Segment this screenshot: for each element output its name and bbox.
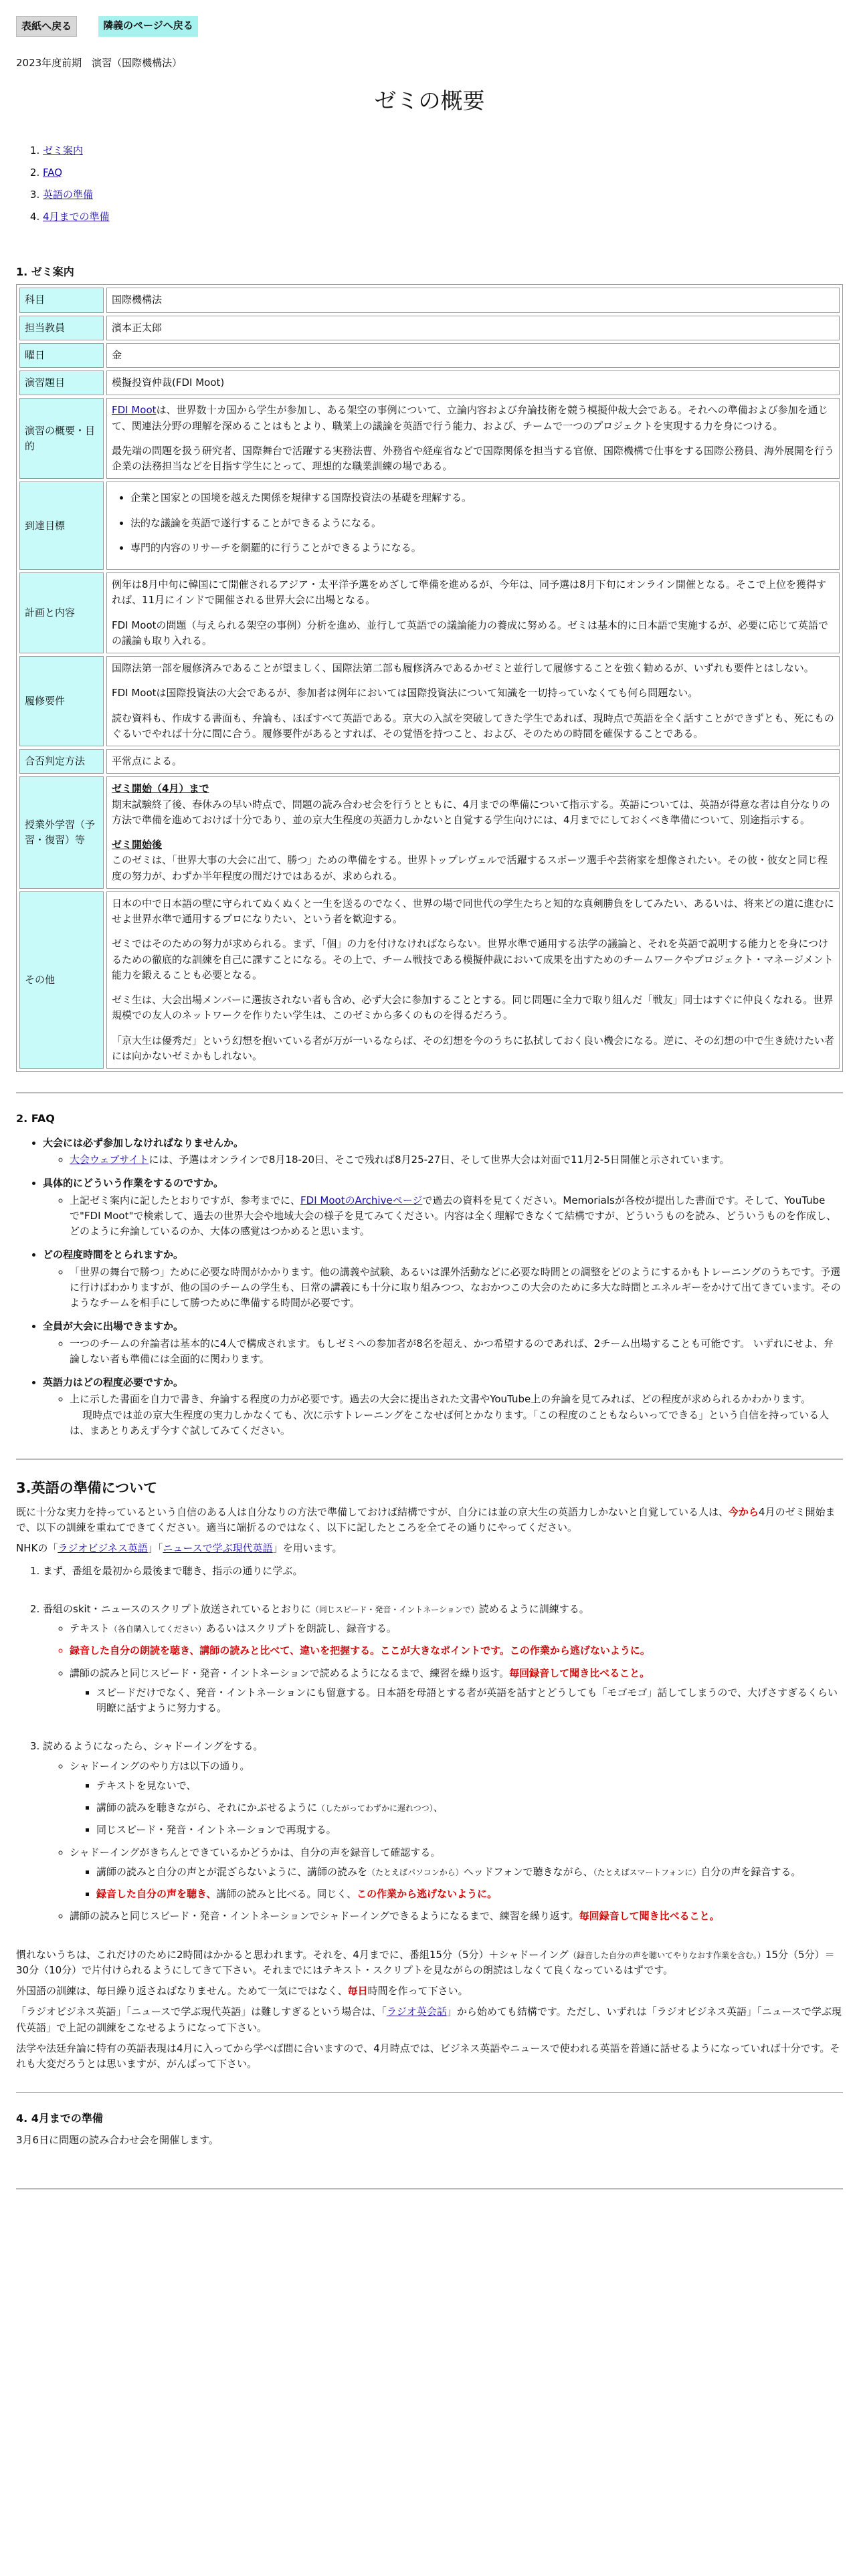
faq-question: 具体的にどういう作業をするのですか。 bbox=[43, 1177, 224, 1190]
row-value bbox=[106, 398, 840, 479]
faq-answer-text-2: 現時点では並の京大生程度の実力しかなくても、次に示すトレーニングをこなせば何とかなります。「この程度のこともならいってできる」という自信を持っている人は、まあとりあえず今すぐ試してみてください。 bbox=[70, 1408, 830, 1436]
row-value: 濱本正太郎 bbox=[106, 316, 840, 340]
prep-text-2: このゼミは、「世界大事の大会に出て、勝つ」ための準備をする。世界トップレヴェルで活躍するスポーツ選手や芸術家を想像されたい。その彼・彼女と同じ程度の努力が、わずか半年程度の間だけではあるが、求められる。 bbox=[112, 854, 828, 882]
radio-eikaiwa-link[interactable]: ラジオ英会話 bbox=[386, 2006, 447, 2018]
faq-answer-text: 上に示した書面を自力で書き、弁論する程度の力が必要です。過去の大会に提出された文書やYouTube上の弁論を見てみれば、どの程度が求められるかわかります。 bbox=[70, 1393, 812, 1406]
list-item: ▪ 同じスピード・発音・イントネーションで再現する。 bbox=[96, 1822, 843, 1838]
row-key: 演習の概要・目的 bbox=[19, 398, 104, 479]
row-key: 曜日 bbox=[19, 343, 104, 368]
prep-subheading-2: ゼミ開始後 bbox=[112, 839, 163, 851]
row-key: 合否判定方法 bbox=[19, 749, 104, 774]
section-heading-faq: 2. FAQ bbox=[16, 1112, 55, 1125]
prep-text: 期末試験終了後、春休みの早い時点で、問題の読み合わせ会を行うとともに、4月までの準備について指示する。英語については、英語が得意な者は自分なりの方法で準備を進めておけば十分であり、並の京大生程度の英語力しかないと自覚する学生向けには、4月までにしておくべき準備について、別途指示する。 bbox=[112, 798, 830, 826]
row-value bbox=[106, 572, 840, 653]
course-label: 2023年度前期 演習（国際機構法） bbox=[16, 57, 183, 70]
table-row bbox=[19, 398, 840, 479]
seminar-info-table bbox=[16, 284, 843, 1072]
faq-answer bbox=[70, 1392, 843, 1438]
list-item: ◦ 録音した自分の朗読を聴き、講師の読みと比べて、違いを把握する。ここが大きなポイントです。この作業から逃げないように。 bbox=[70, 1643, 843, 1658]
row-key: 計画と内容 bbox=[19, 572, 104, 653]
table-row bbox=[19, 343, 840, 368]
divider bbox=[16, 1092, 843, 1093]
row-value: 模擬投資仲裁(FDI Moot) bbox=[106, 370, 840, 395]
faq-item bbox=[43, 1136, 843, 1168]
divider bbox=[16, 1459, 843, 1460]
toc-link-seminar[interactable]: ゼミ案内 bbox=[43, 144, 84, 156]
tournament-website-link[interactable]: 大会ウェブサイト bbox=[70, 1154, 149, 1166]
faq-answer bbox=[70, 1193, 843, 1240]
faq-item bbox=[43, 1319, 843, 1367]
list-item: ▪ スピードだけでなく、発音・イントネーションにも留意する。日本語を母語とする者が英語を話すとどうしても「モゴモゴ」話してしまうので、大げさすぎるくらい明瞭に話すように努力する。 bbox=[96, 1685, 843, 1717]
closing-note: 法学や法廷弁論に特有の英語表現は4月に入ってから学べば間に合いますので、4月時点では、ビジネス英語やニュースで使われる英語を普通に話せるようになっていれば十分です。それも大変だろうとは思いますが、がんばって下さい。 bbox=[16, 2042, 840, 2070]
divider bbox=[16, 2092, 843, 2093]
radio-business-english-link[interactable]: ラジオビジネス英語 bbox=[58, 1542, 148, 1555]
news-english-link[interactable]: ニュースで学ぶ現代英語 bbox=[163, 1542, 273, 1555]
faq-answer-text: で過去の資料を見てください。Memorialsが各校が提出した書面です。そして、YouTubeで"FDI Moot"で検索して、過去の世界大会や地域大会の様子を見てみてください。内容は全く理解できなくて結構ですが、どういうものを読み、どういうものを作成し、どのように弁論しているのか、大体の感覚はつかめると思います。 bbox=[70, 1194, 836, 1238]
alternative-note: 「ラジオビジネス英語」「ニュースで学ぶ現代英語」は難しすぎるという場合は、「ラジオ英会話」から始めても結構です。ただし、いずれは「ラジオビジネス英語」「ニュースで学ぶ現代英語」で上記の訓練をこなせるようになって下さい。 bbox=[16, 2006, 842, 2034]
section-heading-english: 3.英語の準備について bbox=[16, 1480, 158, 1497]
faq-list bbox=[16, 1136, 843, 1438]
list-item: 2. 番組のskit・ニュースのスクリプト放送されているとおりに（同じスピード・発音・イントネーションで）読めるように訓練する。 ◦ テキスト（各自購入してください）あるいはスクリプトを朗読し、録音する。 ◦ 録音した自分の朗読を聴き、講師の読みと比べて、違いを把握する。ここが大きなポイントです。この作業から逃げないように。 ◦ 講師の読みと同じスピード・発音・イントネーションで読めるようになるまで、練習を繰り返す。毎回録音して聞き比べること。 ▪ スピードだけでなく、発音・イントネーションにも留意する。日本語を母語とする者が英語を話すとどうしても「モゴモゴ」話してしまうので、大げさすぎるくらい明瞭に話すように努力する。 bbox=[43, 1602, 843, 1717]
table-row bbox=[19, 370, 840, 395]
row-value: 国際機構法 bbox=[106, 288, 840, 312]
row-value bbox=[106, 656, 840, 746]
list-item: ▪ 講師の読みと自分の声とが混ざらないように、講師の読みを（たとえばパソコンから）ヘッドフォンで聴きながら、（たとえばスマートフォンに）自分の声を録音する。 bbox=[96, 1864, 843, 1880]
list-item: • 専門的内容のリサーチを網羅的に行うことができるようになる。 bbox=[130, 540, 834, 556]
overview-text-2: 最先端の問題を扱う研究者、国際舞台で活躍する実務法曹、外務省や経産省などで国際関係を担当する官僚、国際機構で仕事をする国際公務員、海外展開を行う企業の法務担当などを目指す学生にとって、理想的な職業訓練の場である。 bbox=[112, 444, 835, 473]
nhk-programs: NHKの「ラジオビジネス英語」「ニュースで学ぶ現代英語」を用います。 bbox=[16, 1542, 343, 1555]
back-to-cover-button[interactable]: 表紙へ戻る bbox=[16, 16, 77, 37]
table-row bbox=[19, 749, 840, 774]
faq-item bbox=[43, 1375, 843, 1438]
table-row bbox=[19, 891, 840, 1069]
row-value: 金 bbox=[106, 343, 840, 368]
daily-note: 外国語の訓練は、毎日繰り返さねばなりません。ためて一気にではなく、毎日時間を作って下さい。 bbox=[16, 1985, 468, 1998]
row-key: 履修要件 bbox=[19, 656, 104, 746]
april-text: 3月6日に問題の読み合わせ会を開催します。 bbox=[16, 2134, 219, 2147]
row-key: 到達目標 bbox=[19, 481, 104, 570]
fdi-archive-link[interactable]: FDI MootのArchiveページ bbox=[300, 1194, 423, 1206]
other-text-2: ゼミではそのための努力が求められる。まず、「個」の力を付けなければならない。世界水準で通用する法学の議論と、それを英語で説明する能力とを身につけるための徹底的な訓練を自己に課すことになる。その上で、チーム戦技である模擬仲裁において成果を出すためのチームワークやプロジェクト・マネージメント能力を鍛えることも必要となる。 bbox=[112, 938, 834, 981]
list-item: 1. まず、番組を最初から最後まで聴き、指示の通りに学ぶ。 bbox=[43, 1564, 843, 1579]
faq-item bbox=[43, 1247, 843, 1311]
time-note: 慣れないうちは、これだけのために2時間はかかると思われます。それを、4月までに、番組15分（5分）＋シャドーイング（録音した自分の声を聴いてやりなおす作業を含む。）15分（5分）＝30分（10分）で片付けられるようにしてきて下さい。それまでにはテキスト・スクリプトを見ながらの朗読はしなくて良くなっているはずです。 bbox=[16, 1948, 835, 1976]
list-item: • 法的な議論を英語で遂行することができるようになる。 bbox=[130, 516, 834, 531]
list-item: 3. 読めるようになったら、シャドーイングをする。 ◦ シャドーイングのやり方は以下の通り。 ▪ テキストを見ないで、 ▪ 講師の読みを聴きながら、それにかぶせるように（したがってわずかに遅れつつ）、 ▪ 同じスピード・発音・イントネーションで再現する。 ◦ シャドーイングがきちんとできているかどうかは、自分の声を録音して確認する。 ▪ 講師の読みと自分の声とが混ざらないように、講師の読みを（たとえばパソコンから）ヘッドフォンで聴きながら、（たとえばスマートフォンに）自分の声を録音する。 ▪ 録音した自分の声を聴き、講師の読みと比べる。同じく、この作業から逃げないように。 ◦ 講師の読みと同じスピード・発音・イントネーションでシャドーイングできるようになるまで、練習を繰り返す。毎回録音して聞き比べること。 bbox=[43, 1739, 843, 1924]
list-item: ◦ シャドーイングのやり方は以下の通り。 ▪ テキストを見ないで、 ▪ 講師の読みを聴きながら、それにかぶせるように（したがってわずかに遅れつつ）、 ▪ 同じスピード・発音・イントネーションで再現する。 bbox=[70, 1759, 843, 1838]
list-item: ◦ 講師の読みと同じスピード・発音・イントネーションでシャドーイングできるようになるまで、練習を繰り返す。毎回録音して聞き比べること。 bbox=[70, 1909, 843, 1924]
req-text: 国際法第一部を履修済みであることが望ましく、国際法第二部も履修済みであるかゼミと並行して履修することを強く勧めるが、いずれも要件とはしない。 bbox=[112, 662, 814, 675]
row-value bbox=[106, 776, 840, 889]
overview-text: は、世界数十カ国から学生が参加し、ある架空の事例について、立論内容および弁論技術を競う模擬仲裁大会である。それへの準備および参加を通じて、関連法分野の理解を深めることはもとより、職業上の議論を英語で行う能力、および、チームで一つのプロジェクトを実現する力を身につける。 bbox=[112, 404, 828, 432]
list-item: ◦ 講師の読みと同じスピード・発音・イントネーションで読めるようになるまで、練習を繰り返す。毎回録音して聞き比べること。 ▪ スピードだけでなく、発音・イントネーションにも留意する。日本語を母語とする者が英語を話すとどうしても「モゴモゴ」話してしまうので、大げさすぎるくらい明瞭に話すように努力する。 bbox=[70, 1666, 843, 1717]
req-text-3: 読む資料も、作成する書面も、弁論も、ほぼすべて英語である。京大の入試を突破してきた学生であれば、現時点で英語を全く話すことができずとも、死にものぐるいでやれば十分に間に合う。履修要件があるとすれば、その覚悟を持つこと、および、そのための時間を確保することである。 bbox=[112, 712, 834, 740]
prep-subheading: ゼミ開始（4月）まで bbox=[112, 782, 209, 795]
other-text: 日本の中で日本語の壁に守られてぬくぬくと一生を送るのでなく、世界の場で同世代の学生たちと知的な真剣勝負をしてみたい、あるいは、将来どの道に進むにせよ世界水準で通用するプロになりたい、という者を歓迎する。 bbox=[112, 897, 834, 926]
row-key: 科目 bbox=[19, 288, 104, 312]
fdi-moot-link[interactable]: FDI Moot bbox=[112, 404, 157, 417]
toc-link-april[interactable]: 4月までの準備 bbox=[43, 211, 110, 223]
plan-text-2: FDI Mootの問題（与えられる架空の事例）分析を進め、並行して英語での議論能力の養成に努める。ゼミは基本的に日本語で実施するが、必要に応じて英語での議論も取り入れる。 bbox=[112, 619, 828, 647]
faq-item bbox=[43, 1176, 843, 1239]
faq-answer-text: には、予選はオンラインで8月18-20日、そこで残れば8月25-27日、そして世界大会は対面で11月2-5日開催と示されています。 bbox=[149, 1154, 730, 1166]
back-to-lecture-page-button[interactable]: 隣義のページへ戻る bbox=[98, 16, 198, 37]
page-title: ゼミの概要 bbox=[374, 87, 485, 114]
toc-link-faq[interactable]: FAQ bbox=[43, 166, 63, 179]
table-row bbox=[19, 572, 840, 653]
table-row bbox=[19, 481, 840, 570]
list-item: ▪ 講師の読みを聴きながら、それにかぶせるように（したがってわずかに遅れつつ）、 bbox=[96, 1800, 843, 1816]
row-key: その他 bbox=[19, 891, 104, 1069]
faq-question: 全員が大会に出場できますか。 bbox=[43, 1320, 184, 1333]
table-row bbox=[19, 776, 840, 889]
row-key: 演習題目 bbox=[19, 370, 104, 395]
row-value bbox=[106, 891, 840, 1069]
list-item: ▪ テキストを見ないで、 bbox=[96, 1778, 843, 1794]
list-item: ◦ テキスト（各自購入してください）あるいはスクリプトを朗読し、録音する。 bbox=[70, 1621, 843, 1636]
other-text-3: ゼミ生は、大会出場メンバーに選抜されない者も含め、必ず大会に参加することとする。同じ問題に全力で取り組んだ「戦友」同士はすぐに仲良くなれる。世界規模での友人のネットワークを作りたい学生は、このゼミから多くのものを得るだろう。 bbox=[112, 994, 834, 1022]
table-row bbox=[19, 656, 840, 746]
row-value: 平常点による。 bbox=[106, 749, 840, 774]
toc-link-english[interactable]: 英語の準備 bbox=[43, 189, 94, 201]
section-heading-seminar: 1. ゼミ案内 bbox=[16, 265, 74, 278]
training-steps bbox=[16, 1564, 843, 1925]
faq-answer bbox=[70, 1152, 843, 1168]
faq-answer-text: 上記ゼミ案内に記したとおりですが、参考までに、 bbox=[70, 1194, 301, 1206]
faq-answer: ◦ 「世界の舞台で勝つ」ために必要な時間がかかります。他の講義や試験、あるいは課外活動などに必要な時間との調整をどのようにするかもトレーニングのうちです。予選に行けばわかりますが、他の国のチームの学生も、日常の講義にも十分に取り組みつつ、なおかつこの大会のために多大な時間とエネルギーをかけて出てきています。そのようなチームを相手にして勝つために準備する時間が必要です。 bbox=[70, 1265, 843, 1311]
table-of-contents bbox=[16, 143, 843, 225]
faq-question: 大会には必ず参加しなければなりませんか。 bbox=[43, 1136, 244, 1149]
row-value bbox=[106, 481, 840, 570]
english-intro: 既に十分な実力を持っているという自信のある人は自分なりの方法で準備しておけば結構ですが、自分には並の京大生の英語力しかないと自覚している人は、今から4月のゼミ開始まで、以下の訓練を重ねてできてください。適当に端折るのではなく、以下に記したところを全てその通りにやってください。 bbox=[16, 1505, 836, 1534]
req-text-2: FDI Mootは国際投資法の大会であるが、参加者は例年においては国際投資法について知識を一切持っていなくても何ら問題ない。 bbox=[112, 687, 698, 700]
table-row bbox=[19, 316, 840, 340]
list-item: ▪ 録音した自分の声を聴き、講師の読みと比べる。同じく、この作業から逃げないように。 bbox=[96, 1887, 843, 1902]
list-item: • 企業と国家との国境を越えた関係を規律する国際投資法の基礎を理解する。 bbox=[130, 490, 834, 506]
faq-question: どの程度時間をとられますか。 bbox=[43, 1249, 184, 1261]
divider bbox=[16, 2188, 843, 2189]
row-key: 授業外学習（予習・復習）等 bbox=[19, 776, 104, 889]
section-heading-april: 4. 4月までの準備 bbox=[16, 2112, 103, 2125]
table-row bbox=[19, 288, 840, 312]
top-nav bbox=[16, 16, 843, 37]
faq-question: 英語力はどの程度必要ですか。 bbox=[43, 1376, 184, 1389]
row-key: 担当教員 bbox=[19, 316, 104, 340]
other-text-4: 「京大生は優秀だ」という幻想を抱いている者が万が一いるならば、その幻想を今のうちに払拭しておく良い機会になる。逆に、その幻想の中で生き続けたい者には向かないゼミかもしれない。 bbox=[112, 1034, 835, 1062]
list-item: ◦ シャドーイングがきちんとできているかどうかは、自分の声を録音して確認する。 ▪ 講師の読みと自分の声とが混ざらないように、講師の読みを（たとえばパソコンから）ヘッドフォンで聴きながら、（たとえばスマートフォンに）自分の声を録音する。 ▪ 録音した自分の声を聴き、講師の読みと比べる。同じく、この作業から逃げないように。 bbox=[70, 1845, 843, 1903]
plan-text: 例年は8月中旬に韓国にて開催されるアジア・太平洋予選をめざして準備を進めるが、今年は、同予選は8月下旬にオンライン開催となる。そこで上位を獲得すれば、11月にインドで開催される世界大会に出場となる。 bbox=[112, 578, 827, 607]
faq-answer: ◦ 一つのチームの弁論者は基本的に4人で構成されます。もしゼミへの参加者が8名を超え、かつ希望するのであれば、2チーム出場することも可能です。 いずれにせよ、弁論しない者も準備には全面的に関わります。 bbox=[70, 1336, 843, 1368]
